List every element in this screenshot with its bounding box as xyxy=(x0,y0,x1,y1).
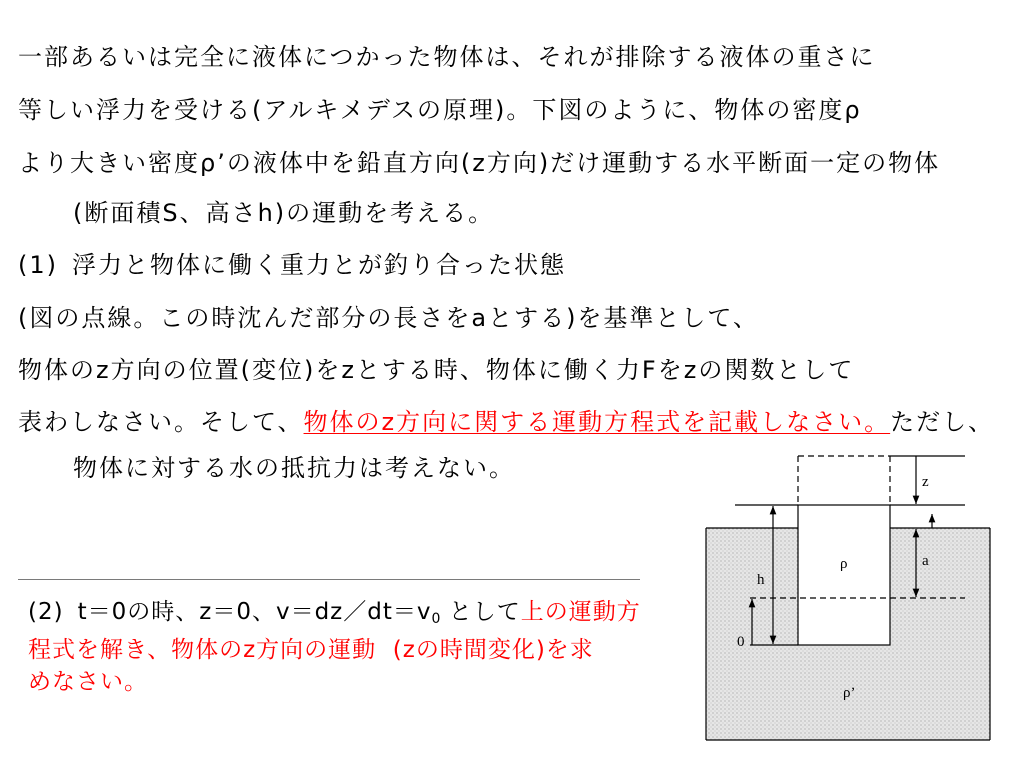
intro-line-2-text: 等しい浮力を受ける(アルキメデスの原理)。下図のように、物体の密度ρ xyxy=(18,96,862,124)
intro-line-2 xyxy=(18,95,862,125)
question1-line-4-after: ただし、 xyxy=(890,408,995,436)
section-divider xyxy=(18,579,640,580)
intro-line-1 xyxy=(18,42,876,72)
label-z: z xyxy=(922,474,929,490)
question2-line-2 xyxy=(28,636,594,664)
intro-line-3 xyxy=(18,148,940,178)
intro-line-4 xyxy=(73,198,494,228)
label-origin: 0 xyxy=(737,634,745,650)
question1-number-text: (1) xyxy=(18,251,58,279)
question2-number: (2) xyxy=(28,599,64,625)
question2-line-1 xyxy=(28,598,641,626)
question1-line-1-text: 浮力と物体に働く重力とが釣り合った状態 xyxy=(72,251,566,279)
label-liquid-density: ρ’ xyxy=(843,685,856,701)
question2-connector: として xyxy=(440,599,521,625)
label-h: h xyxy=(757,572,765,588)
question1-line-4 xyxy=(18,407,994,437)
intro-line-1-text: 一部あるいは完全に液体につかった物体は、それが排除する液体の重さに xyxy=(18,43,876,71)
question1-line-2 xyxy=(18,303,759,333)
question1-line-5 xyxy=(73,453,515,483)
label-object-density: ρ xyxy=(840,556,848,572)
question1-line-3-text: 物体のz方向の位置(変位)をzとする時、物体に働く力Fをzの関数として xyxy=(18,356,855,384)
question2-subscript: 0 xyxy=(431,611,441,627)
intro-line-3-text: より大きい密度ρ’の液体中を鉛直方向(z方向)だけ運動する水平断面一定の物体 xyxy=(18,149,941,177)
question1-line-3 xyxy=(18,355,854,385)
question1-highlighted-instruction: 物体のz方向に関する運動方程式を記載しなさい。 xyxy=(303,408,891,436)
question2-highlight-3: めなさい。 xyxy=(28,669,148,695)
floating-object xyxy=(798,505,890,645)
intro-line-4-text: (断面積S、高さh)の運動を考える。 xyxy=(73,199,495,227)
question1-number xyxy=(18,250,58,280)
question2-highlight-2: 程式を解き、物体のz方向の運動 (zの時間変化)を求 xyxy=(28,637,594,663)
question2-conditions: t＝0の時、z＝0、v＝dz／dt＝v xyxy=(77,599,432,625)
buoyancy-diagram xyxy=(700,448,1000,748)
question1-line-2-text: (図の点線。この時沈んだ部分の長さをaとする)を基準として、 xyxy=(18,304,759,332)
question2-highlight-1: 上の運動方 xyxy=(520,599,641,625)
label-a: a xyxy=(922,553,929,569)
question2-line-3 xyxy=(28,668,148,696)
question1-line-1 xyxy=(72,250,566,280)
question1-line-5-text: 物体に対する水の抵抗力は考えない。 xyxy=(73,454,515,482)
question1-line-4-before: 表わしなさい。そして、 xyxy=(18,408,304,436)
